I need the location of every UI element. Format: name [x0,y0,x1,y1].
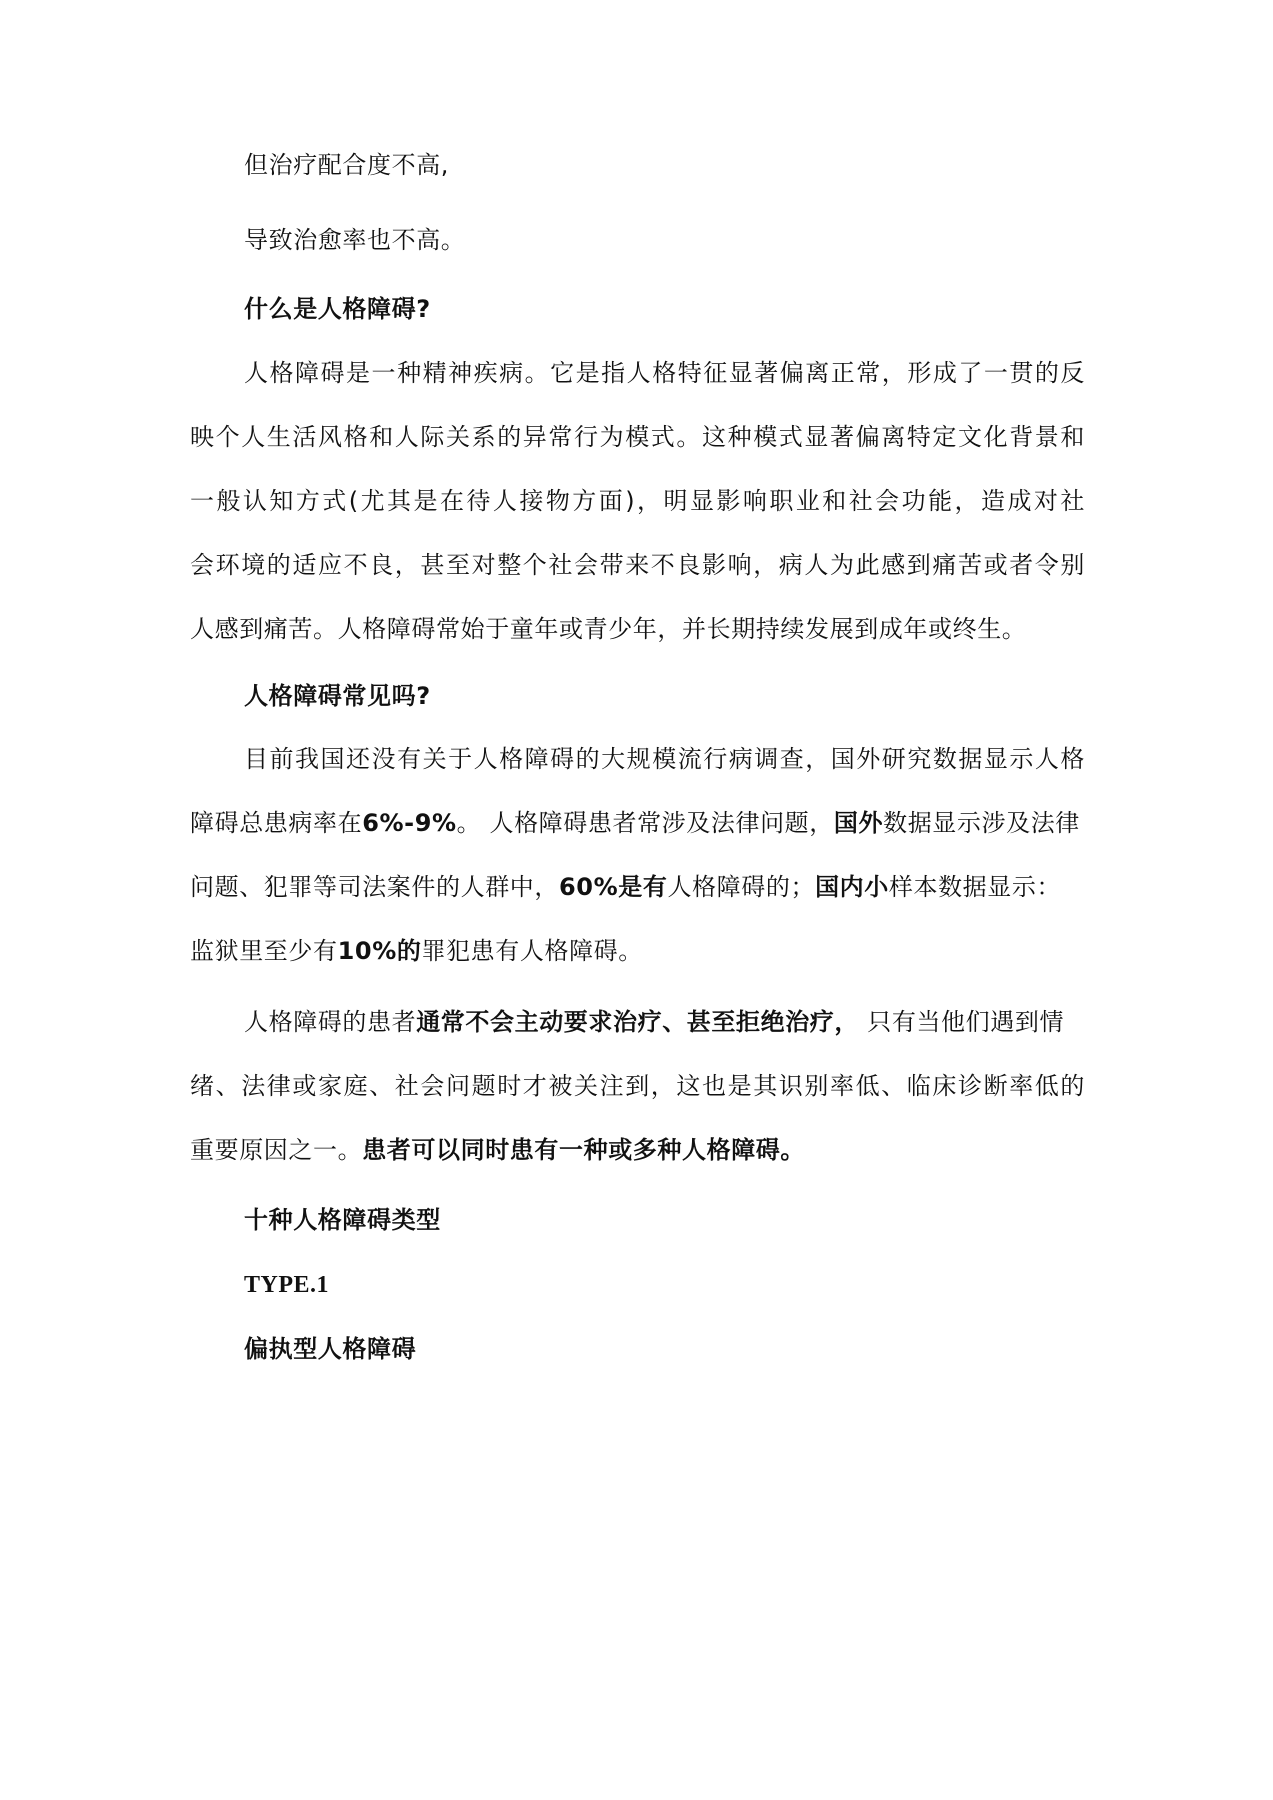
bold-text-run: 国外 [833,809,884,837]
section-heading: 人格障碍常见吗? [244,682,431,710]
section-heading: 什么是人格障碍? [244,295,431,323]
bold-text-run: 6%-9% [362,809,457,837]
bold-text-run: 国内小 [815,873,889,901]
paragraph-line: 绪、法律或家庭、社会问题时才被关注到，这也是其识别率低、临床诊断率低的 [190,1072,1085,1100]
text-run: 罪犯患有人格障碍。 [421,937,643,965]
type-title: 偏执型人格障碍 [244,1335,417,1363]
bold-text-run: 60%是有 [559,873,668,901]
text-run: 监狱里至少有 [190,937,338,965]
text-run: 障碍总患病率在 [190,809,363,837]
bold-text-run: 10%的 [337,937,422,965]
paragraph-line: 人感到痛苦。人格障碍常始于童年或青少年，并长期持续发展到成年或终生。 [190,615,1027,643]
text-run: 人格障碍的患者 [244,1008,417,1036]
paragraph-line: 导致治愈率也不高。 [244,226,466,254]
text-run: 样本数据显示： [888,873,1062,901]
section-heading: 十种人格障碍类型 [244,1206,441,1234]
paragraph-line [190,936,1085,966]
paragraph-line: 一般认知方式(尤其是在待人接物方面)，明显影响职业和社会功能，造成对社 [190,487,1085,515]
paragraph-line [244,1007,1085,1037]
bold-text-run: 患者可以同时患有一种或多种人格障碍。 [362,1136,806,1164]
paragraph-line [190,808,1085,838]
paragraph-line: 目前我国还没有关于人格障碍的大规模流行病调查，国外研究数据显示人格 [244,745,1085,773]
paragraph-line [190,1135,1085,1165]
paragraph-line: 但治疗配合度不高, [244,151,450,179]
text-run: 。 人格障碍患者常涉及法律问题， [456,809,834,837]
text-run: 人格障碍的； [667,873,816,901]
text-run: 数据显示涉及法律 [883,809,1080,837]
text-run: 问题、犯罪等司法案件的人群中， [190,873,559,901]
text-run: 重要原因之一。 [190,1136,363,1164]
type-label: TYPE.1 [244,1272,330,1298]
paragraph-line: 人格障碍是一种精神疾病。它是指人格特征显著偏离正常，形成了一贯的反 [244,359,1085,387]
text-run: 只有当他们遇到情 [859,1008,1065,1036]
paragraph-line: 会环境的适应不良，甚至对整个社会带来不良影响，病人为此感到痛苦或者令别 [190,551,1085,579]
paragraph-line: 映个人生活风格和人际关系的异常行为模式。这种模式显著偏离特定文化背景和 [190,423,1085,451]
bold-text-run: 通常不会主动要求治疗、甚至拒绝治疗， [416,1008,860,1036]
paragraph-line [190,872,1085,902]
